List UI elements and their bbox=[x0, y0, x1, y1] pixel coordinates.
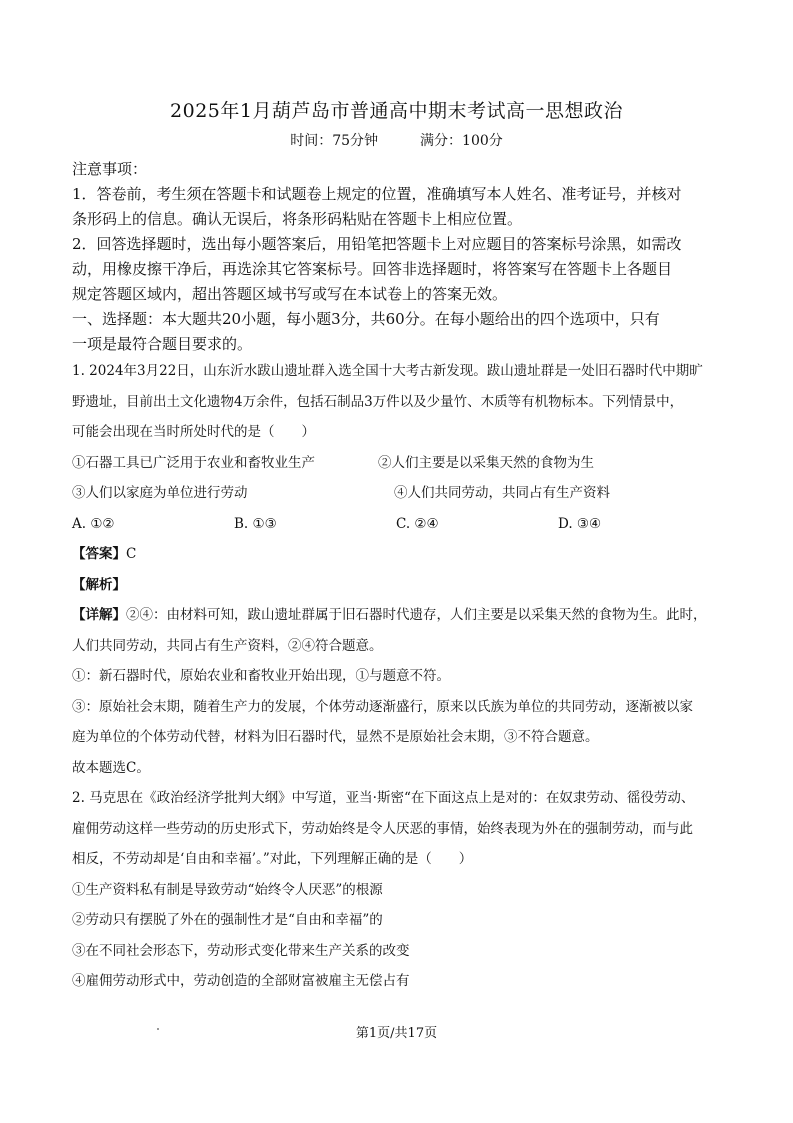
q1-detail-line: 庭为单位的个体劳动代替，材料为旧石器时代，显然不是原始社会末期，③不符合题意。 bbox=[72, 729, 599, 745]
instruction-line: 1．答卷前，考生须在答题卡和试题卷上规定的位置，准确填写本人姓名、准考证号，并核对 bbox=[72, 185, 682, 203]
q1-analysis bbox=[72, 570, 732, 601]
questions bbox=[72, 356, 732, 997]
q1-statement: ②人们主要是以采集天然的食物为生 bbox=[378, 454, 594, 471]
q1-option-a: A. ①② bbox=[72, 515, 115, 532]
q1-answer bbox=[72, 539, 732, 570]
q1-option-c: C. ②④ bbox=[396, 515, 439, 532]
q2-statement: ③在不同社会形态下，劳动形式变化带来生产关系的改变 bbox=[72, 942, 410, 959]
instruction-line: 动，用橡皮擦干净后，再选涂其它答案标号。回答非选择题时，将答案写在答题卡上各题目 bbox=[72, 260, 673, 278]
q1-statement: ③人们以家庭为单位进行劳动 bbox=[72, 485, 248, 501]
instructions bbox=[72, 157, 727, 357]
q2-stem-line: 2. 马克思在《政治经济学批判大纲》中写道，亚当·斯密“在下面这点上是对的：在奴隶劳动、徭役劳动、 bbox=[72, 790, 695, 806]
page-number: 第1页/共17页 bbox=[355, 1026, 438, 1041]
section-heading: 一、选择题：本大题共20小题，每小题3分，共60分。在每小题给出的四个选项中，只有 bbox=[72, 310, 660, 328]
q1-detail-line: 【详解】②④：由材料可知，跋山遗址群属于旧石器时代遗存，人们主要是以采集天然的食物为生。此时， bbox=[72, 607, 707, 623]
q1-options bbox=[72, 509, 732, 540]
instruction-line: 条形码上的信息。确认无误后，将条形码粘贴在答题卡上相应位置。 bbox=[72, 210, 523, 228]
q2-statement: ④雇佣劳动形式中，劳动创造的全部财富被雇主无偿占有 bbox=[72, 973, 410, 989]
q1-stem-line: 1. 2024年3月22日，山东沂水跋山遗址群入选全国十大考古新发现。跋山遗址群是一处旧石器时代中期旷 bbox=[72, 363, 703, 379]
q1-detail-line: ①：新石器时代，原始农业和畜牧业开始出现，①与题意不符。 bbox=[72, 668, 450, 684]
exam-meta bbox=[0, 130, 793, 150]
q1-option-b: B. ①③ bbox=[234, 515, 277, 532]
instruction-line: 2．回答选择题时，选出每小题答案后，用铅笔把答题卡上对应题目的答案标号涂黑，如需改 bbox=[72, 235, 682, 253]
analysis-label: 【解析】 bbox=[72, 576, 126, 593]
answer-label: 【答案】 bbox=[72, 546, 126, 562]
page-title: 2025年1月葫芦岛市普通高中期末考试高一思想政治 bbox=[170, 100, 623, 122]
q1-statements-row bbox=[72, 448, 732, 479]
q2-stem-line: 雇佣劳动这样一些劳动的历史形式下，劳动始终是令人厌恶的事情，始终表现为外在的强制劳动，而与此 bbox=[72, 820, 693, 837]
q2-statement: ①生产资料私有制是导致劳动“始终令人厌恶”的根源 bbox=[72, 881, 383, 898]
q2-stem-line: 相反，不劳动却是‘自由和幸福’。”对此，下列理解正确的是（ ） bbox=[72, 851, 473, 867]
q1-detail-line: 故本题选C。 bbox=[72, 759, 150, 776]
detail-label: 【详解】 bbox=[72, 607, 126, 623]
instructions-heading: 注意事项： bbox=[72, 160, 148, 178]
q2-statement: ②劳动只有摆脱了外在的强制性才是“自由和幸福”的 bbox=[72, 912, 383, 928]
q1-statements-row bbox=[72, 478, 732, 509]
section-heading: 一项是最符合题目要求的。 bbox=[72, 335, 253, 353]
instruction-line: 规定答题区域内，超出答题区域书写或写在本试卷上的答案无效。 bbox=[72, 285, 508, 303]
q1-statement: ①石器工具已广泛用于农业和畜牧业生产 bbox=[72, 454, 315, 471]
q1-option-d: D. ③④ bbox=[558, 515, 602, 532]
q1-stem-line: 可能会出现在当时所处时代的是（ ） bbox=[72, 424, 315, 440]
q1-statement: ④人们共同劳动，共同占有生产资料 bbox=[394, 485, 610, 501]
q1-detail-line: ③：原始社会末期，随着生产力的发展，个体劳动逐渐盛行，原来以氏族为单位的共同劳动，逐渐被以家 bbox=[72, 698, 693, 715]
q1-detail-line: 人们共同劳动，共同占有生产资料，②④符合题意。 bbox=[72, 637, 383, 654]
answer-value: C bbox=[126, 546, 137, 562]
exam-score: 满分：100分 bbox=[420, 133, 503, 149]
exam-time: 时间：75分钟 bbox=[290, 133, 379, 149]
q1-stem-line: 野遗址，目前出土文化遗物4万余件，包括石制品3万件以及少量竹、木质等有机物标本。下列情景中， bbox=[72, 393, 684, 410]
